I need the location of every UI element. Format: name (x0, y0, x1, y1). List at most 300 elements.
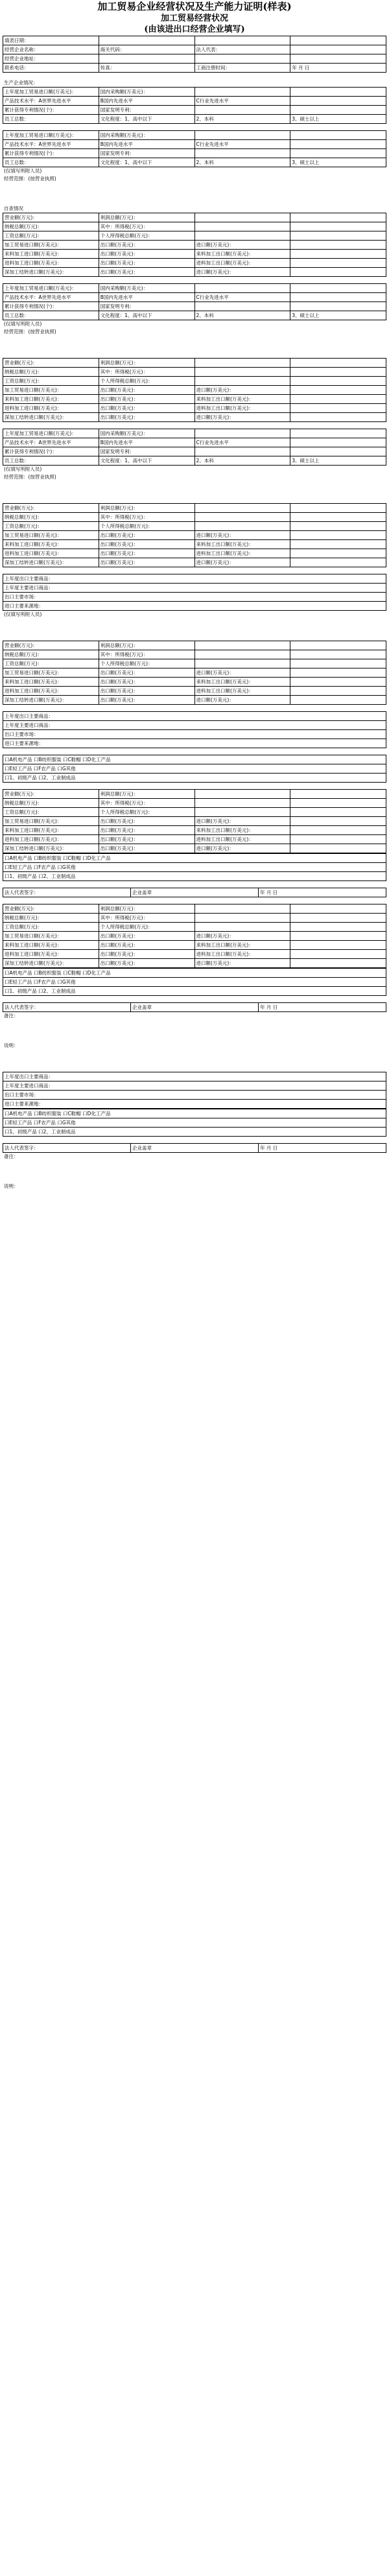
signature-table-3: 法人代表签字： 企业盖章 年 月 日 (3, 1143, 386, 1153)
financial-cell (290, 950, 386, 958)
production-cell: 员工总数： (3, 158, 99, 167)
production-cell: 国内采购额(万美元)： (99, 88, 195, 96)
financial-cell: 工资总额(万元)： (3, 231, 99, 240)
financial-cell: 营业额(万元)： (3, 790, 99, 798)
basic-info-cell (99, 54, 195, 63)
financial-cell: 其中：所得税(万元)： (99, 914, 195, 922)
financial-cell: 个人所得税总额(万元)： (99, 808, 195, 816)
production-cell: 累计获得专利情况(个)： (3, 302, 99, 311)
financial-cell: 其中：所得税(万元)： (99, 799, 195, 807)
production-cell: 2、本科 (195, 456, 291, 465)
financial-cell: 利润总额(万元)： (99, 213, 195, 222)
financial-cell: 出口额(万美元)： (99, 268, 195, 276)
financial-cell: 利润总额(万元)： (99, 504, 195, 512)
product-cell: 口A机电产品 口B纺织服装 口C鞋帽 口D化工产品 (5, 1111, 111, 1117)
production-cell: 累计获得专利情况(个)： (3, 106, 99, 114)
financial-cell: 个人所得税总额(万元)： (99, 923, 195, 931)
trade-row (3, 584, 386, 593)
financial-cell (290, 808, 386, 816)
financial-row (3, 641, 386, 650)
financial-row (3, 687, 386, 696)
financial-row (3, 817, 386, 826)
product-row (3, 872, 386, 881)
product-table-2 (3, 853, 386, 881)
trade-row (3, 1081, 386, 1091)
trade-row (3, 721, 386, 730)
financial-cell: 出口额(万美元)： (99, 386, 195, 394)
note-2: 说明： (4, 1183, 19, 1189)
production-cell (290, 284, 386, 292)
document-subtitle: 加工贸易经营状况 (160, 14, 228, 23)
financial-cell: 出口额(万美元)： (99, 549, 195, 558)
production-row (3, 158, 386, 167)
basic-info-cell (290, 54, 386, 63)
financial-cell: 纳税总额(万元)： (3, 799, 99, 807)
financial-cell: 加工贸易进口额(万美元)： (3, 241, 99, 249)
production-cell: 文化程度：1、高中以下 (99, 311, 195, 320)
financial-cell: 营业额(万元)： (3, 904, 99, 913)
financial-cell (290, 941, 386, 949)
financial-cell: 个人所得税总额(万元)： (99, 377, 195, 385)
financial-cell: 工资总额(万元)： (3, 522, 99, 530)
financial-cell (290, 641, 386, 650)
production-cell (290, 97, 386, 105)
financial-cell: 其中：所得税(万元)： (99, 222, 195, 231)
financial-row (3, 826, 386, 835)
financial-row (3, 395, 386, 404)
basic-info-cell: 传真： (99, 64, 195, 72)
production-cell (290, 106, 386, 114)
production-cell: C行业先进水平 (195, 97, 291, 105)
financial-cell: 进口额(万美元)： (195, 668, 291, 677)
financial-cell: 进料加工进口额(万美元)： (3, 259, 99, 267)
production-table-1 (3, 87, 386, 124)
financial-cell: 进口额(万美元)： (195, 844, 291, 853)
product-row (3, 1128, 386, 1137)
trade-cell: 上年度出口主要商品： (5, 713, 53, 719)
financial-cell: 进料加工出口额(万美元)： (195, 687, 291, 695)
production-cell (290, 149, 386, 158)
product-cell: 口1、初级产品 口2、工业制成品 (5, 988, 76, 994)
financial-row (3, 259, 386, 268)
product-cell: 口E轻工产品 口F农产品 口G其他 (5, 1120, 76, 1126)
production-row (3, 88, 386, 97)
financial-cell (290, 522, 386, 530)
financial-cell: 出口额(万美元)： (99, 817, 195, 825)
financial-row (3, 250, 386, 259)
financial-cell: 深加工结转进口额(万美元)： (3, 844, 99, 853)
financial-cell: 来料加工进口额(万美元)： (3, 250, 99, 258)
financial-cell (290, 241, 386, 249)
production-row (3, 140, 386, 149)
financial-cell (195, 231, 291, 240)
production-cell: C行业先进水平 (195, 438, 291, 447)
financial-cell: 深加工结转进口额(万美元)： (3, 413, 99, 421)
financial-cell: 深加工结转进口额(万美元)： (3, 268, 99, 276)
trade-cell: 出口主要市场： (5, 731, 39, 737)
financial-table-2 (3, 358, 386, 422)
financial-table-5 (3, 789, 386, 853)
trade-row (3, 1100, 386, 1109)
financial-cell (290, 790, 386, 798)
fill-note-2: (仅填写所附人员) (4, 321, 42, 327)
financial-cell (290, 668, 386, 677)
basic-info-cell (195, 36, 291, 45)
financial-row (3, 231, 386, 241)
financial-row (3, 835, 386, 844)
financial-row (3, 844, 386, 853)
financial-cell: 出口额(万美元)： (99, 678, 195, 686)
financial-row (3, 932, 386, 941)
product-cell: 口A机电产品 口B纺织服装 口C鞋帽 口D化工产品 (5, 855, 111, 861)
financial-cell (290, 687, 386, 695)
basic-info-cell (195, 54, 291, 63)
trade-row (3, 602, 386, 611)
financial-cell (290, 359, 386, 367)
financial-cell (290, 558, 386, 567)
financial-cell: 来料加工出口额(万美元)： (195, 678, 291, 686)
financial-row (3, 678, 386, 687)
financial-row (3, 359, 386, 368)
production-cell: C行业先进水平 (195, 140, 291, 148)
production-cell: B国内先进水平 (99, 293, 195, 301)
production-cell: 2、本科 (195, 311, 291, 320)
basic-info-row (3, 54, 386, 64)
production-row (3, 106, 386, 115)
financial-cell: 利润总额(万元)： (99, 904, 195, 913)
financial-cell (195, 790, 291, 798)
production-cell: 2、本科 (195, 115, 291, 123)
financial-cell: 出口额(万美元)： (99, 241, 195, 249)
product-cell: 口E轻工产品 口F农产品 口G其他 (5, 766, 76, 772)
production-cell: 累计获得专利情况(个)： (3, 149, 99, 158)
financial-row (3, 404, 386, 413)
production-row (3, 456, 386, 466)
product-cell: 口A机电产品 口B纺织服装 口C鞋帽 口D化工产品 (5, 970, 111, 976)
financial-row (3, 808, 386, 817)
production-table-2 (3, 130, 386, 167)
financial-cell (195, 904, 291, 913)
financial-cell: 纳税总额(万元)： (3, 222, 99, 231)
financial-cell: 工资总额(万元)： (3, 923, 99, 931)
basic-info-cell (290, 36, 386, 45)
financial-cell (290, 678, 386, 686)
financial-cell: 来料加工进口额(万美元)： (3, 540, 99, 549)
production-cell (290, 302, 386, 311)
trade-row (3, 1072, 386, 1081)
financial-cell (290, 250, 386, 258)
financial-cell: 营业额(万元)： (3, 504, 99, 512)
basic-info-cell: 经营企业地址： (3, 54, 99, 63)
product-cell: 口1、初级产品 口2、工业制成品 (5, 873, 76, 879)
financial-cell (290, 213, 386, 222)
financial-cell: 进料加工出口额(万美元)： (195, 259, 291, 267)
financial-cell: 出口额(万美元)： (99, 687, 195, 695)
financial-cell: 出口额(万美元)： (99, 932, 195, 940)
financial-cell (290, 799, 386, 807)
production-cell: 国内采购额(万美元)： (99, 429, 195, 438)
remark-2: 备注： (4, 1153, 19, 1159)
basic-info-cell: 海关代码： (99, 45, 195, 54)
financial-row (3, 904, 386, 914)
basic-info-cell: 填表日期： (3, 36, 99, 45)
trade-cell: 进口主要来源地： (5, 1101, 43, 1107)
trade-row (3, 739, 386, 748)
financial-cell: 来料加工进口额(万美元)： (3, 826, 99, 834)
financial-cell: 进料加工进口额(万美元)： (3, 404, 99, 412)
financial-cell: 其中：所得税(万元)： (99, 368, 195, 376)
product-table-1 (3, 755, 386, 783)
financial-cell: 进口额(万美元)： (195, 932, 291, 940)
trade-table-2 (3, 711, 386, 748)
financial-cell: 工资总额(万元)： (3, 808, 99, 816)
financial-cell: 进口额(万美元)： (195, 817, 291, 825)
financial-cell: 纳税总额(万元)： (3, 650, 99, 659)
financial-row (3, 213, 386, 222)
production-cell: 上年度加工贸易进口额(万美元)： (3, 131, 99, 139)
financial-cell (290, 231, 386, 240)
financial-cell: 出口额(万美元)： (99, 696, 195, 704)
financial-cell: 纳税总额(万元)： (3, 914, 99, 922)
production-cell: B国内先进水平 (99, 140, 195, 148)
production-cell: 3、硕士以上 (292, 116, 320, 122)
financial-row (3, 522, 386, 531)
self-check-heading: 自查情况 (4, 206, 23, 211)
financial-cell (290, 549, 386, 558)
financial-cell: 进口额(万美元)： (195, 531, 291, 539)
financial-cell: 来料加工进口额(万美元)： (3, 395, 99, 403)
trade-cell: 上年度出口主要商品： (5, 1074, 53, 1080)
production-table-3 (3, 283, 386, 320)
production-cell: 产品技术水平：A世界先进水平 (3, 140, 99, 148)
financial-cell: 来料加工出口额(万美元)： (195, 395, 291, 403)
production-row (3, 131, 386, 140)
product-cell: 口A机电产品 口B纺织服装 口C鞋帽 口D化工产品 (5, 757, 111, 762)
basic-info-cell (99, 36, 195, 45)
financial-cell: 出口额(万美元)： (99, 531, 195, 539)
note-1: 说明： (4, 1043, 19, 1048)
financial-row (3, 696, 386, 705)
financial-cell: 来料加工出口额(万美元)： (195, 540, 291, 549)
financial-cell (290, 413, 386, 421)
document-title: 加工贸易企业经营状况及生产能力证明(样表) (97, 1, 292, 12)
financial-cell (195, 222, 291, 231)
financial-cell (290, 923, 386, 931)
production-cell (290, 447, 386, 456)
production-row (3, 438, 386, 447)
financial-cell: 其中：所得税(万元)： (99, 513, 195, 521)
financial-cell (290, 817, 386, 825)
financial-cell: 出口额(万美元)： (99, 540, 195, 549)
financial-cell (290, 377, 386, 385)
financial-cell: 出口额(万美元)： (99, 826, 195, 834)
financial-cell: 进料加工出口额(万美元)： (195, 404, 291, 412)
financial-table-1 (3, 213, 386, 277)
trade-row (3, 730, 386, 739)
production-cell: 文化程度：1、高中以下 (99, 115, 195, 123)
product-row (3, 1118, 386, 1128)
production-cell (195, 149, 291, 158)
scope-note-2: 经营范围：(按营业执照) (4, 329, 56, 335)
financial-cell: 加工贸易进口额(万美元)： (3, 531, 99, 539)
financial-cell (290, 659, 386, 668)
production-cell: 产品技术水平：A世界先进水平 (3, 438, 99, 447)
upper-year-section (0, 358, 389, 422)
financial-cell: 深加工结转进口额(万美元)： (3, 696, 99, 704)
financial-cell (290, 368, 386, 376)
financial-cell: 进口额(万美元)： (195, 268, 291, 276)
financial-cell: 个人所得税总额(万元)： (99, 231, 195, 240)
production-cell (290, 438, 386, 447)
trade-row (3, 574, 386, 584)
production-row (3, 311, 386, 320)
production-cell: 上年度加工贸易进口额(万美元)： (3, 429, 99, 438)
scope-note-3: 经营范围：(按营业执照) (4, 474, 56, 480)
financial-cell (290, 696, 386, 704)
production-cell: 3、硕士以上 (292, 160, 320, 165)
financial-cell: 出口额(万美元)： (99, 558, 195, 567)
trade-cell: 出口主要市场： (5, 1092, 39, 1098)
product-table-3 (3, 968, 386, 996)
trade-cell: 上年度出口主要商品： (5, 576, 53, 582)
basic-info-table (3, 36, 386, 73)
production-cell: 2、本科 (195, 158, 291, 167)
production-row (3, 149, 386, 158)
financial-cell: 进口额(万美元)： (195, 413, 291, 421)
trade-row (3, 712, 386, 721)
financial-row (3, 914, 386, 923)
financial-row (3, 413, 386, 422)
production-row (3, 97, 386, 106)
financial-cell: 来料加工进口额(万美元)： (3, 941, 99, 949)
financial-row (3, 386, 386, 395)
financial-cell: 个人所得税总额(万元)： (99, 659, 195, 668)
basic-info-cell: 年 月 日 (292, 65, 310, 71)
financial-cell: 进口额(万美元)： (195, 959, 291, 967)
trade-cell: 进口主要来源地： (5, 603, 43, 609)
production-cell (195, 106, 291, 114)
production-cell: 文化程度：1、高中以下 (99, 158, 195, 167)
product-cell: 口1、初级产品 口2、工业制成品 (5, 1129, 76, 1135)
financial-row (3, 558, 386, 567)
product-row (3, 978, 386, 987)
financial-table-4 (3, 641, 386, 705)
trade-table-1 (3, 574, 386, 611)
financial-cell: 个人所得税总额(万元)： (99, 522, 195, 530)
basic-info-row (3, 45, 386, 54)
financial-cell: 出口额(万美元)： (99, 959, 195, 967)
production-cell: B国内先进水平 (99, 97, 195, 105)
production-row (3, 429, 386, 438)
financial-cell: 利润总额(万元)： (99, 790, 195, 798)
financial-cell (195, 513, 291, 521)
financial-cell: 出口额(万美元)： (99, 950, 195, 958)
basic-info-row (3, 36, 386, 45)
financial-cell: 利润总额(万元)： (99, 359, 195, 367)
production-cell: 累计获得专利情况(个)： (3, 447, 99, 456)
trade-cell: 上年度主要进口商品： (5, 722, 53, 728)
product-row (3, 755, 386, 764)
financial-row (3, 790, 386, 799)
product-cell: 口E轻工产品 口F农产品 口G其他 (5, 864, 76, 870)
financial-cell: 出口额(万美元)： (99, 668, 195, 677)
trade-row (3, 1091, 386, 1100)
basic-info-cell: 法人代表： (195, 45, 291, 54)
production-cell: 员工总数： (3, 115, 99, 123)
financial-cell (290, 404, 386, 412)
product-row (3, 987, 386, 996)
financial-cell: 进口额(万美元)： (195, 241, 291, 249)
financial-cell: 加工贸易进口额(万美元)： (3, 932, 99, 940)
production-cell: 员工总数： (3, 311, 99, 320)
financial-cell (195, 504, 291, 512)
financial-cell (195, 359, 291, 367)
financial-cell: 深加工结转进口额(万美元)： (3, 558, 99, 567)
financial-row (3, 368, 386, 377)
production-cell: 3、硕士以上 (292, 313, 320, 318)
product-row (3, 774, 386, 783)
document-header (0, 0, 389, 36)
financial-cell (290, 932, 386, 940)
production-cell: 国内采购额(万美元)： (99, 284, 195, 292)
financial-cell: 工资总额(万元)： (3, 377, 99, 385)
signature-table-2: 法人代表签字： 企业盖章 年 月 日 (3, 1002, 386, 1012)
financial-row (3, 650, 386, 659)
production-cell (290, 429, 386, 438)
financial-cell: 出口额(万美元)： (99, 413, 195, 421)
financial-cell: 进料加工进口额(万美元)： (3, 687, 99, 695)
financial-cell: 加工贸易进口额(万美元)： (3, 668, 99, 677)
financial-cell: 利润总额(万元)： (99, 641, 195, 650)
financial-cell: 加工贸易进口额(万美元)： (3, 817, 99, 825)
financial-cell (290, 914, 386, 922)
trade-cell: 上年度主要进口商品： (5, 585, 53, 591)
financial-cell: 来料加工进口额(万美元)： (3, 678, 99, 686)
production-cell: 3、硕士以上 (292, 458, 320, 464)
financial-row (3, 799, 386, 808)
production-row (3, 293, 386, 302)
production-row (3, 447, 386, 456)
basic-info-cell: 经营企业名称： (3, 45, 99, 54)
financial-cell: 营业额(万元)： (3, 641, 99, 650)
financial-cell (290, 959, 386, 967)
financial-cell: 来料加工出口额(万美元)： (195, 250, 291, 258)
financial-cell (195, 808, 291, 816)
financial-row (3, 540, 386, 549)
scope-note-1: 经营范围：(按营业执照) (4, 176, 56, 182)
production-cell (195, 429, 291, 438)
financial-row (3, 513, 386, 522)
financial-cell (195, 650, 291, 659)
financial-table-3 (3, 503, 386, 567)
financial-cell (195, 923, 291, 931)
financial-row (3, 950, 386, 959)
production-cell: 文化程度：1、高中以下 (99, 456, 195, 465)
production-cell (195, 131, 291, 139)
financial-cell (290, 504, 386, 512)
basic-info-row (3, 64, 386, 73)
financial-cell: 进料加工进口额(万美元)： (3, 835, 99, 844)
product-row (3, 854, 386, 863)
financial-row (3, 941, 386, 950)
production-row (3, 115, 386, 124)
product-row (3, 969, 386, 978)
production-heading: 生产企业情况： (4, 80, 38, 86)
financial-cell: 出口额(万美元)： (99, 835, 195, 844)
basic-info-cell: 联系电话： (3, 64, 99, 72)
trade-table-3 (3, 1072, 386, 1109)
financial-cell (290, 650, 386, 659)
